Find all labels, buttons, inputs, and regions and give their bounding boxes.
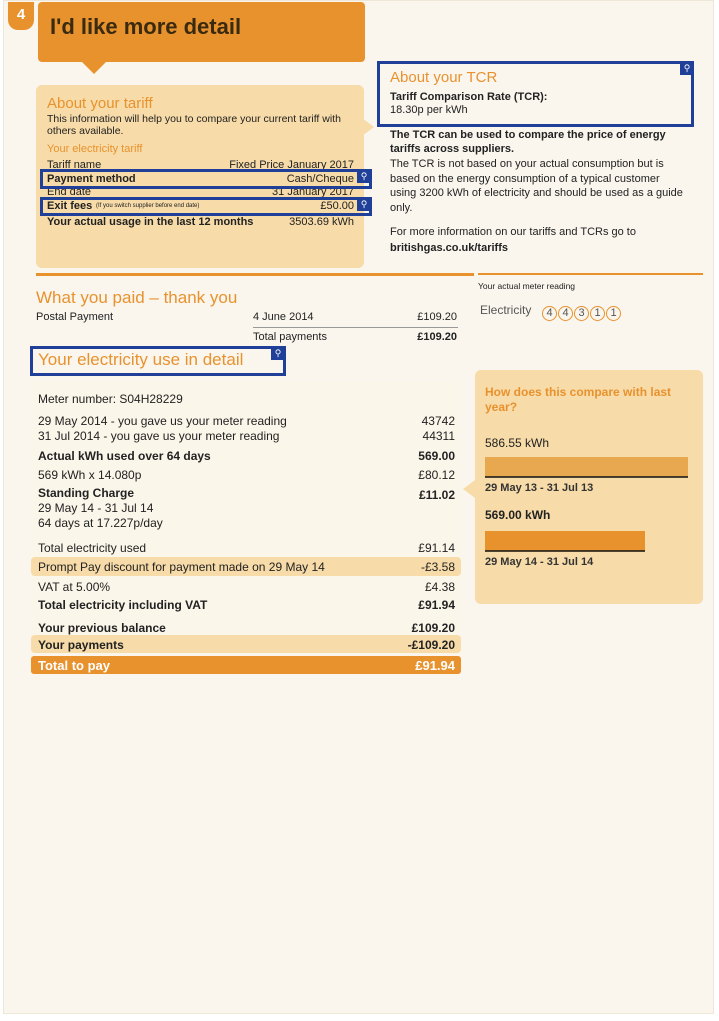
payment-amount: £109.20 <box>417 311 457 323</box>
tariff-pointer <box>362 118 374 136</box>
total-used-label: Total electricity used <box>38 541 147 555</box>
payment-date: 4 June 2014 <box>253 311 314 323</box>
divider <box>478 273 703 275</box>
header-pointer <box>82 62 106 74</box>
total-vat-label: Total electricity including VAT <box>38 598 208 612</box>
page-header <box>38 2 365 62</box>
tcr-body: The TCR is not based on your actual consumption but is based on the energy consumption of a typical customer using 3200 kWh of electricity and should be used as a guide only. <box>390 158 683 214</box>
meter-digit: 4 <box>542 306 557 321</box>
usage-label: Your actual usage in the last 12 months <box>47 216 254 228</box>
total-pay-value: £91.94 <box>415 658 455 673</box>
magnify-icon[interactable]: ⚲ <box>357 197 371 211</box>
payment-method-value: Cash/Cheque <box>286 173 354 185</box>
divider <box>36 273 474 276</box>
meter-digits <box>542 303 622 321</box>
magnify-icon[interactable]: ⚲ <box>271 346 285 360</box>
compare-heading: How does this compare with last year? <box>485 385 672 414</box>
meter-digit: 1 <box>590 306 605 321</box>
magnify-icon[interactable]: ⚲ <box>357 169 371 183</box>
rate-label: 569 kWh x 14.080p <box>38 468 142 482</box>
chart-category-label: 29 May 14 - 31 Jul 14 <box>485 556 594 568</box>
tcr-bold-text: The TCR can be used to compare the price of energy tariffs across suppliers. <box>390 129 666 155</box>
meter-number: Meter number: S04H28229 <box>38 392 183 406</box>
total-payments-value: £109.20 <box>417 331 457 343</box>
actual-label: Actual kWh used over 64 days <box>38 449 211 463</box>
meter-reading-heading: Your actual meter reading <box>478 281 576 291</box>
tariff-intro: This information will help you to compare your current tariff with others available. <box>47 113 341 137</box>
payment-method: Postal Payment <box>36 311 114 323</box>
exit-fees-highlight[interactable] <box>40 197 372 216</box>
actual-value: 569.00 <box>418 449 455 463</box>
this-year-value: 569.00 kWh <box>485 508 551 522</box>
payment-method-highlight[interactable] <box>40 169 372 189</box>
meter-digit: 4 <box>558 306 573 321</box>
payment-method-label: Payment method <box>47 173 136 185</box>
meter-reading-label: Electricity <box>480 303 532 317</box>
tariff-name-value: Fixed Price January 2017 <box>229 159 354 171</box>
chart-category-label: 29 May 13 - 31 Jul 13 <box>485 482 594 494</box>
standing-label: Standing Charge <box>38 486 135 500</box>
total-used-value: £91.14 <box>418 541 455 555</box>
reading2-value: 44311 <box>422 429 455 443</box>
magnify-icon[interactable]: ⚲ <box>680 61 694 75</box>
usage-comparison-chart <box>475 440 703 580</box>
page-title: I'd like more detail <box>50 14 242 39</box>
last-year-value: 586.55 kWh <box>485 436 550 450</box>
payments-value: -£109.20 <box>407 638 455 652</box>
tcr-heading: About your TCR <box>390 69 498 86</box>
total-payments-label: Total payments <box>253 331 327 343</box>
chart-bar-this-year <box>485 531 645 551</box>
usage-value: 3503.69 kWh <box>289 216 354 228</box>
reading2-label: 31 Jul 2014 - you gave us your meter reading <box>38 429 280 443</box>
discount-value: -£3.58 <box>420 560 455 574</box>
standing-period: 29 May 14 - 31 Jul 14 <box>38 501 154 515</box>
exit-fees-label: Exit fees <box>47 200 93 212</box>
exit-fees-note: (If you switch supplier before end date) <box>96 203 200 209</box>
tariffs-link[interactable]: britishgas.co.uk/tariffs <box>390 242 508 254</box>
paid-heading: What you paid – thank you <box>36 288 238 307</box>
vat-value: £4.38 <box>424 580 455 594</box>
total-vat-value: £91.94 <box>418 598 455 612</box>
end-date-value: 31 January 2017 <box>272 186 354 198</box>
standing-value: £11.02 <box>418 488 455 502</box>
meter-digit: 3 <box>574 306 589 321</box>
chart-bar-last-year <box>485 457 688 477</box>
discount-label: Prompt Pay discount for payment made on 29 May 14 <box>38 560 325 574</box>
prev-balance-label: Your previous balance <box>38 621 166 635</box>
tariff-name-label: Tariff name <box>47 159 102 171</box>
meter-digit: 1 <box>606 306 621 321</box>
tcr-more-info: For more information on our tariffs and TCRs go to <box>390 226 636 238</box>
tariff-heading: About your tariff <box>47 95 153 112</box>
divider <box>253 327 458 328</box>
total-pay-label: Total to pay <box>38 658 110 673</box>
prev-balance-value: £109.20 <box>411 621 455 635</box>
exit-fees-value: £50.00 <box>320 200 354 212</box>
compare-pointer <box>463 480 475 498</box>
reading1-value: 43742 <box>421 414 455 428</box>
payments-label: Your payments <box>38 638 124 652</box>
end-date-label: End date <box>47 186 92 198</box>
tcr-value: 18.30p per kWh <box>390 104 468 116</box>
tariff-subheading: Your electricity tariff <box>47 143 143 155</box>
standing-rate: 64 days at 17.227p/day <box>38 516 163 530</box>
vat-label: VAT at 5.00% <box>38 580 111 594</box>
detail-heading: Your electricity use in detail <box>38 350 244 369</box>
rate-value: £80.12 <box>418 468 455 482</box>
reading1-label: 29 May 2014 - you gave us your meter reading <box>38 414 287 428</box>
tcr-label: Tariff Comparison Rate (TCR): <box>390 91 548 103</box>
step-badge: 4 <box>8 2 34 30</box>
